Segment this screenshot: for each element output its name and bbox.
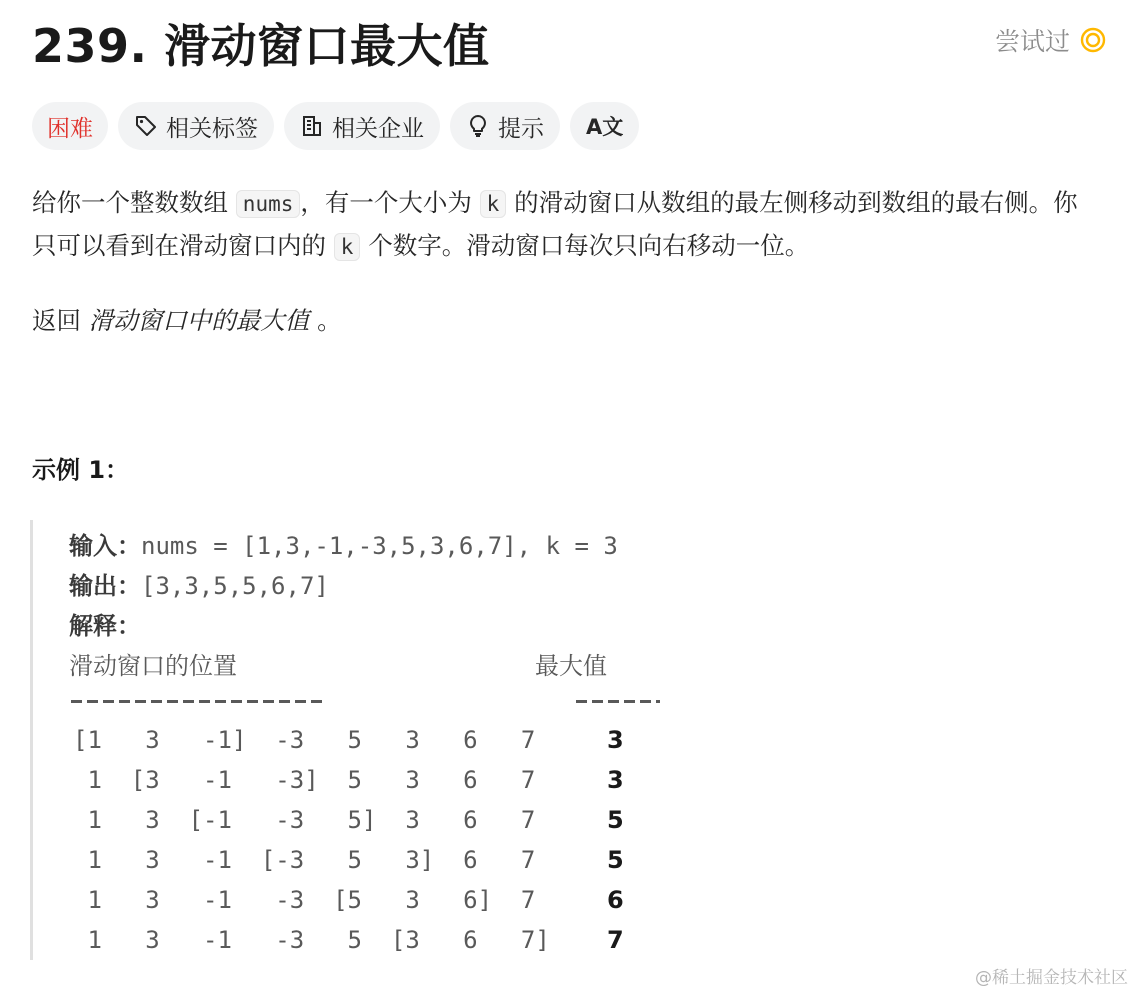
table-row: 1 3 -1 [-3 5 3] 6 7: [73, 846, 536, 874]
table-row: [1 3 -1] -3 5 3 6 7: [73, 726, 536, 754]
example-title: 示例 1：: [32, 456, 130, 484]
code-nums: nums: [236, 190, 301, 218]
related-tags-button[interactable]: [118, 102, 274, 150]
column-max-header: 最大值: [535, 652, 607, 680]
code-k: k: [334, 233, 361, 261]
table-row: 1 3 -1 -3 [5 3 6] 7: [73, 886, 536, 914]
example-explanation-label: 解释：: [69, 612, 141, 640]
code-k: k: [480, 190, 507, 218]
problem-title: 239. 滑动窗口最大值: [32, 19, 490, 73]
related-companies-button[interactable]: [284, 102, 440, 150]
row-max: 5: [607, 806, 624, 834]
translate-icon: A文: [586, 115, 624, 139]
difficulty-label: 困难: [47, 115, 93, 142]
problem-description: [32, 182, 1102, 268]
tag-icon: [134, 114, 158, 138]
hint-label: 提示: [498, 115, 544, 142]
return-emphasis: 滑动窗口中的最大值: [88, 306, 310, 335]
lightbulb-icon: [466, 114, 490, 138]
difficulty-badge[interactable]: [32, 102, 108, 150]
window-divider: [71, 700, 323, 703]
row-max: 3: [607, 766, 624, 794]
example-output: 输出：[3,3,5,5,6,7]: [69, 572, 329, 600]
row-max: 5: [607, 846, 624, 874]
table-row: 1 3 [-1 -3 5] 3 6 7: [73, 806, 536, 834]
translate-button[interactable]: [570, 102, 639, 150]
attempted-icon: [1080, 27, 1106, 53]
row-max: 6: [607, 886, 624, 914]
building-icon: [300, 114, 324, 138]
max-divider: [576, 700, 660, 703]
watermark: @稀土掘金技术社区: [975, 968, 1128, 988]
table-row: 1 3 -1 -3 5 [3 6 7]: [73, 926, 550, 954]
solved-status: [995, 22, 1106, 58]
example-input: 输入：nums = [1,3,-1,-3,5,3,6,7], k = 3: [69, 532, 618, 560]
solved-status-label: 尝试过: [994, 27, 1070, 56]
related-tags-label: 相关标签: [166, 115, 258, 142]
row-max: 3: [607, 726, 624, 754]
row-max: 7: [607, 926, 624, 954]
table-row: 1 [3 -1 -3] 5 3 6 7: [73, 766, 536, 794]
return-statement: 返回 滑动窗口中的最大值 。: [32, 306, 342, 335]
related-companies-label: 相关企业: [332, 115, 424, 142]
example-block: [30, 520, 1053, 960]
hint-button[interactable]: [450, 102, 560, 150]
description-paragraph: 给你一个整数数组 nums ，有一个大小为 k 的滑动窗口从数组的最左侧移动到数组的最右侧。你只可以看到在滑动窗口内的 k 个数字。滑动窗口每次只向右移动一位。: [32, 188, 1078, 260]
tag-bar: [32, 102, 639, 150]
column-window-header: 滑动窗口的位置: [69, 652, 237, 680]
